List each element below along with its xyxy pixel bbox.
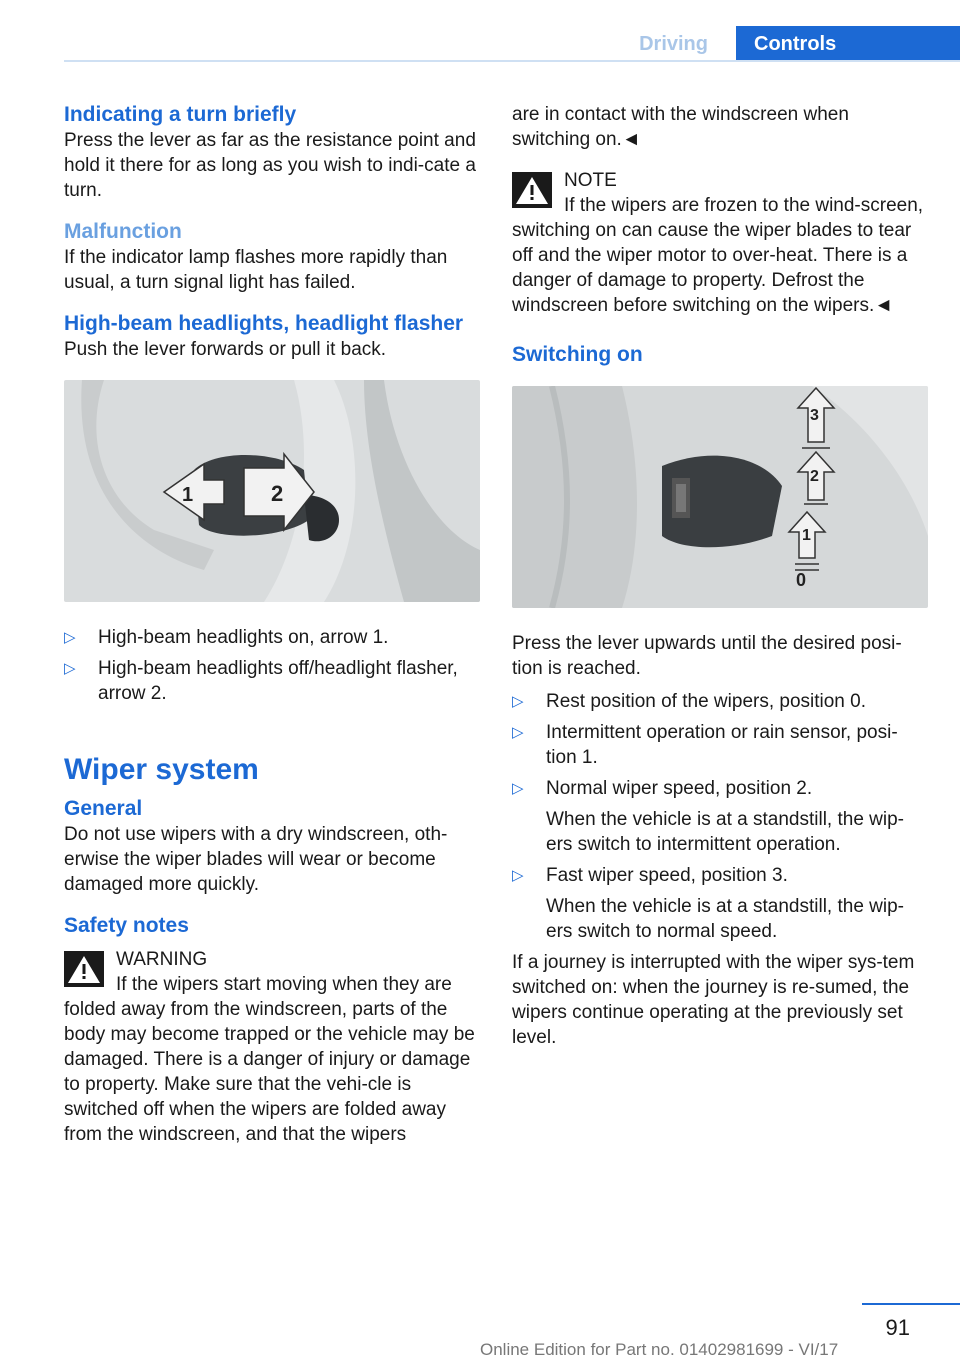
fig2-label-3: 3 (810, 407, 819, 424)
turn-text: Press the lever as far as the resistance point and hold it there for as long as you wish to indi-cate a turn. (64, 130, 476, 201)
list-item: ▷ Normal wiper speed, position 2. When the vehicle is at a standstill, the wip-ers switch to intermittent operation. (512, 776, 928, 857)
list-item: ▷ Rest position of the wipers, position 0. (512, 691, 867, 712)
note-text: If the wipers are frozen to the wind-screen, switching on can cause the wiper blades to tear off and the wiper motor to over-heat. There is a danger of damage to property. Defrost the windscreen before switching on the wipers.◄ (512, 195, 924, 316)
high-beam-lever-illustration (64, 380, 480, 602)
malfunction-text: If the indicator lamp flashes more rapidly than usual, a turn signal light has failed. (64, 247, 448, 293)
list-item-note: When the vehicle is at a standstill, the wip-ers switch to intermittent operation. (546, 809, 905, 855)
press-lever-text: Press the lever upwards until the desired posi-tion is reached. (512, 633, 902, 679)
wiper-system-heading: Wiper system (64, 753, 259, 786)
fig1-label-2: 2 (271, 481, 284, 506)
fig2-label-2: 2 (810, 468, 819, 485)
turn-heading: Indicating a turn briefly (64, 103, 297, 126)
warning-box (64, 947, 480, 1147)
warning-icon (64, 951, 104, 987)
safety-notes-heading: Safety notes (64, 914, 189, 937)
list-item-note: When the vehicle is at a standstill, the wip-ers switch to normal speed. (546, 896, 905, 942)
page-number: 91 (885, 1315, 910, 1340)
fig1-label-1: 1 (182, 484, 194, 506)
footer-rule (862, 1303, 960, 1305)
list-item: ▷ Fast wiper speed, position 3. When the vehicle is at a standstill, the wip-ers switch to normal speed. (512, 863, 928, 944)
malfunction-heading: Malfunction (64, 220, 182, 243)
warning-label: WARNING (116, 949, 208, 970)
note-box (512, 168, 928, 318)
fig2-label-0: 0 (796, 570, 807, 590)
wiper-lever-illustration (512, 386, 928, 608)
journey-text: If a journey is interrupted with the wiper sys-tem switched on: when the journey is re-sumed, the wipers continue operating at the previously set level. (512, 952, 915, 1048)
right-column (512, 102, 928, 1050)
high-beam-heading: High-beam headlights, headlight flasher (64, 312, 464, 335)
general-text: Do not use wipers with a dry windscreen, oth-erwise the wiper blades will wear or become damaged more quickly. (64, 824, 448, 895)
list-item: ▷ Intermittent operation or rain sensor, posi-tion 1. (512, 722, 898, 768)
note-label: NOTE (564, 170, 617, 191)
warning-icon (512, 172, 552, 208)
list-item: ▷ High-beam headlights off/headlight flasher, arrow 2. (64, 658, 458, 704)
edition-note: Online Edition for Part no. 01402981699 - VI/17 (480, 1340, 839, 1359)
high-beam-text: Push the lever forwards or pull it back. (64, 339, 387, 360)
wiper-positions-list (512, 689, 928, 944)
switching-on-heading: Switching on (512, 343, 643, 366)
fig2-label-1: 1 (802, 527, 811, 544)
list-item: ▷ High-beam headlights on, arrow 1. (64, 627, 389, 648)
header-section-tab[interactable]: Driving (639, 33, 708, 55)
header-chapter-tab[interactable]: Controls (736, 26, 960, 62)
left-column (64, 102, 480, 1147)
general-heading: General (64, 797, 143, 820)
header-rule (64, 60, 960, 62)
warning-continuation: are in contact with the windscreen when switching on.◄ (512, 104, 849, 150)
warning-text: If the wipers start moving when they are folded away from the windscreen, parts of the body may become trapped or the vehicle may be damaged. There is a danger of injury or damage to property. Make sure that the vehi-cle is switched off when the wipers are folded away from the windscreen, and that the wipers (64, 974, 475, 1145)
high-beam-list (64, 625, 480, 706)
